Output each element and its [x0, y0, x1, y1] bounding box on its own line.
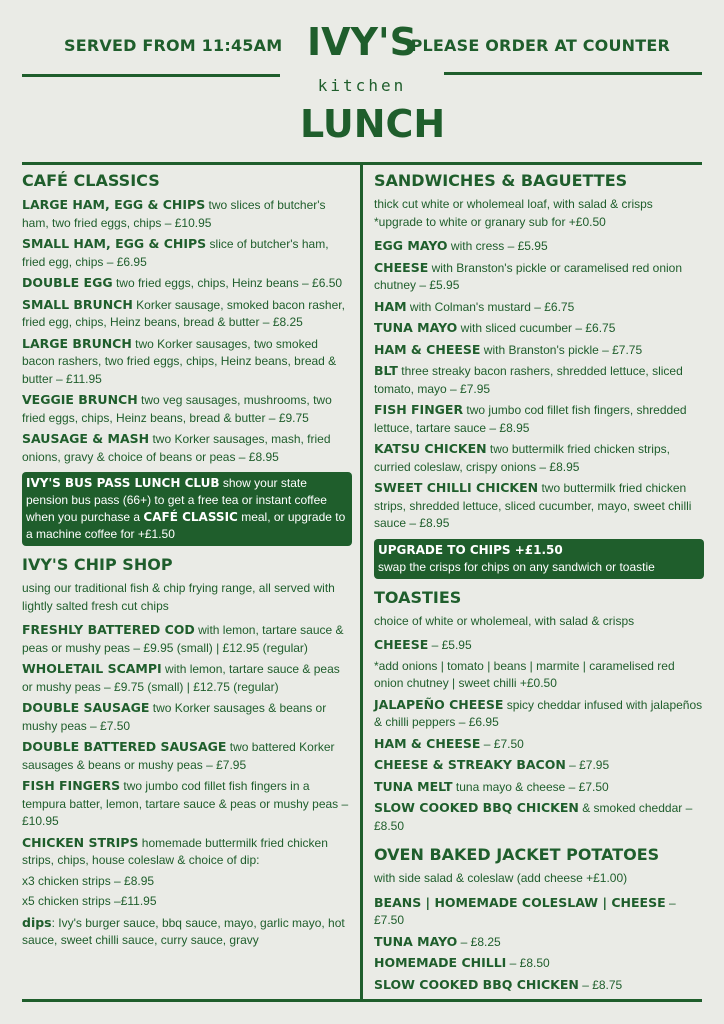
menu-item	[374, 735, 704, 754]
item-name: DOUBLE EGG	[22, 275, 113, 290]
menu-item	[374, 954, 704, 973]
item-name: CHEESE & STREAKY BACON	[374, 757, 566, 772]
item-desc: with lemon, tartare sauce & peas or mushy peas – £9.95 (small) | £12.95 (regular)	[22, 623, 344, 655]
item-name: CHEESE	[374, 637, 429, 652]
menu-item	[374, 341, 704, 360]
item-desc: two jumbo cod fillet fish fingers in a tempura batter, lemon, tartare sauce & peas or mushy peas – £10.95	[22, 779, 349, 828]
item-desc: & smoked cheddar – £8.50	[374, 801, 693, 833]
section-title-cafe-classics: CAFÉ CLASSICS	[22, 171, 160, 190]
section-title-chip-shop: IVY'S CHIP SHOP	[22, 555, 173, 574]
section-subtitle: thick cut white or wholemeal loaf, with salad & crisps	[374, 197, 653, 211]
frame-bottom-rule	[22, 999, 702, 1002]
item-name: BEANS | HOMEMADE COLESLAW | CHEESE	[374, 894, 666, 910]
item-desc: tuna mayo & cheese – £7.50	[452, 779, 609, 794]
menu-item	[374, 799, 704, 835]
menu-item	[374, 756, 704, 775]
menu-item	[22, 391, 352, 427]
menu-item	[374, 894, 704, 930]
item-desc: – £7.50	[480, 736, 524, 751]
item-name: SMALL HAM, EGG & CHIPS	[22, 236, 207, 251]
item-name: HAM & CHEESE	[374, 735, 481, 751]
dips-list	[22, 914, 352, 950]
menu-item	[22, 834, 352, 870]
menu-item	[374, 636, 704, 655]
menu-item	[374, 401, 704, 437]
menu-item	[22, 660, 352, 696]
item-desc: – £8.25	[457, 934, 501, 949]
item-name: FRESHLY BATTERED COD	[22, 622, 195, 637]
item-desc: two veg sausages, mushrooms, two fried eggs, chips, Heinz beans, bread & butter – £9.75	[22, 393, 332, 425]
item-desc: with Colman's mustard – £6.75	[406, 299, 575, 314]
menu-item	[374, 259, 704, 295]
item-desc: two Korker sausages & beans or mushy peas – £7.50	[22, 701, 327, 733]
section-subtitle: with side salad & coleslaw (add cheese +£1.00)	[374, 871, 628, 885]
menu-item	[374, 440, 704, 476]
item-name: KATSU CHICKEN	[374, 441, 487, 456]
item-desc: with cress – £5.95	[447, 239, 548, 253]
item-name: CHICKEN STRIPS	[22, 834, 139, 850]
menu-item	[22, 621, 352, 657]
menu-item	[22, 196, 352, 232]
item-name: SWEET CHILLI CHICKEN	[374, 480, 539, 495]
item-desc: two Korker sausages, mash, fried onions, gravy & choice of beans or peas – £8.95	[22, 432, 331, 464]
dips-label: dips	[22, 914, 52, 930]
bus-pass-promo	[22, 472, 352, 546]
menu-item	[22, 274, 352, 293]
menu-item	[22, 335, 352, 389]
brand-name: IVY'S	[306, 20, 418, 64]
item-desc: with lemon, tartare sauce & peas or mushy peas – £9.75 (small) | £12.75 (regular)	[22, 662, 340, 694]
chicken-strips-option-3: x3 chicken strips – £8.95	[22, 873, 155, 888]
item-desc: – £7.95	[565, 758, 610, 772]
item-desc: two buttermilk fried chicken strips, shredded lettuce, sliced cucumber, mayo, sweet chilli sauce – £8.95	[374, 481, 692, 530]
menu-item	[374, 778, 704, 797]
item-desc: two fried eggs, chips, Heinz beans – £6.50	[112, 276, 343, 290]
item-name: TUNA MAYO	[374, 320, 458, 335]
menu-item	[374, 319, 704, 338]
item-name: FISH FINGER	[374, 402, 464, 417]
promo-text: show your state pension bus pass (66+) to get a free tea or instant coffee when you purchase a	[26, 476, 327, 524]
item-name: LARGE HAM, EGG & CHIPS	[22, 197, 206, 212]
promo-title: UPGRADE TO CHIPS +£1.50	[378, 542, 563, 557]
menu-item	[22, 235, 352, 271]
item-desc: three streaky bacon rashers, shredded lettuce, sliced tomato, mayo – £7.95	[374, 364, 683, 396]
header-rule-left	[22, 74, 280, 77]
section-title-jacket-potatoes: OVEN BAKED JACKET POTATOES	[374, 845, 660, 864]
item-desc: – £8.50	[506, 956, 550, 970]
item-desc: Korker sausage, smoked bacon rasher, fried egg, chips, Heinz beans, bread & butter – £8.25	[22, 297, 345, 329]
item-name: HAM	[374, 298, 407, 314]
item-name: SLOW COOKED BBQ CHICKEN	[374, 800, 579, 815]
item-desc: – £5.95	[428, 638, 472, 652]
promo-text: swap the crisps for chips on any sandwich or toastie	[378, 559, 655, 574]
menu-header	[0, 0, 724, 160]
item-desc: two battered Korker sausages & beans or mushy peas – £7.95	[22, 740, 335, 772]
served-time: SERVED FROM 11:45AM	[64, 36, 283, 55]
dips-text: : Ivy's burger sauce, bbq sauce, mayo, garlic mayo, hot sauce, sweet chilli sauce, curry sauce, gravy	[22, 915, 345, 947]
item-desc: two Korker sausages, two smoked bacon rashers, two fried eggs, chips, Heinz beans, bread & butter – £11.95	[22, 336, 337, 386]
item-desc: two jumbo cod fillet fish fingers, shredded lettuce, tartare sauce – £8.95	[374, 403, 687, 435]
item-desc: spicy cheddar infused with jalapeños & chilli peppers – £6.95	[374, 697, 703, 729]
item-desc: with Branston's pickle or caramelised red onion chutney – £5.95	[374, 260, 683, 292]
page-title: LUNCH	[300, 102, 446, 146]
menu-item	[374, 976, 704, 995]
column-divider	[360, 162, 363, 1002]
item-name: BLT	[374, 363, 398, 378]
item-name: WHOLETAIL SCAMPI	[22, 661, 162, 676]
item-desc: two buttermilk fried chicken strips, curried coleslaw, crispy onions – £8.95	[374, 442, 670, 474]
menu-item	[22, 296, 352, 332]
menu-item	[22, 777, 352, 831]
item-name: TUNA MAYO	[374, 933, 458, 949]
add-ons-note: *add onions | tomato | beans | marmite | caramelised red onion chutney | sweet chilli +£0.50	[374, 658, 675, 690]
section-subtitle-upgrade: *upgrade to white or granary sub for +£0.50	[374, 214, 606, 229]
item-name: HAM & CHEESE	[374, 341, 481, 357]
item-name: VEGGIE BRUNCH	[22, 392, 138, 407]
item-name: DOUBLE SAUSAGE	[22, 700, 150, 715]
promo-text-end: meal, or upgrade to a machine coffee for +£1.50	[26, 510, 346, 541]
item-name: FISH FINGERS	[22, 778, 121, 793]
menu-item	[374, 237, 704, 256]
header-rule-right	[444, 72, 702, 75]
chicken-strips-option-5: x5 chicken strips –£11.95	[22, 894, 157, 908]
item-name: SLOW COOKED BBQ CHICKEN	[374, 976, 579, 992]
promo-name: IVY'S BUS PASS LUNCH CLUB	[26, 476, 220, 490]
item-desc: with sliced cucumber – £6.75	[457, 321, 616, 335]
menu-item	[22, 738, 352, 774]
item-name: TUNA MELT	[374, 778, 453, 794]
item-name: JALAPEÑO CHEESE	[374, 696, 504, 712]
brand-subname: kitchen	[317, 76, 407, 95]
section-title-toasties: TOASTIES	[374, 587, 462, 607]
menu-item	[374, 362, 704, 398]
item-desc: two slices of butcher's ham, two fried eggs, chips – £10.95	[22, 198, 326, 230]
item-name: SAUSAGE & MASH	[22, 431, 150, 446]
menu-item	[374, 298, 704, 317]
section-title-sandwiches: SANDWICHES & BAGUETTES	[374, 171, 628, 190]
promo-highlight: CAFÉ CLASSIC	[143, 510, 238, 524]
item-desc: with Branston's pickle – £7.75	[480, 342, 643, 357]
item-desc: – £8.75	[578, 977, 623, 992]
menu-item	[374, 479, 704, 533]
item-name: DOUBLE BATTERED SAUSAGE	[22, 739, 227, 754]
item-name: LARGE BRUNCH	[22, 335, 132, 351]
item-desc: slice of butcher's ham, fried egg, chips – £6.95	[22, 237, 329, 269]
section-subtitle: using our traditional fish & chip frying range, all served with lightly salted fresh cut chips	[22, 581, 335, 613]
item-name: HOMEMADE CHILLI	[374, 955, 507, 970]
item-name: EGG MAYO	[374, 238, 448, 253]
item-name: SMALL BRUNCH	[22, 296, 133, 312]
menu-item	[22, 699, 352, 735]
item-desc: homemade buttermilk fried chicken strips, chips, house coleslaw & choice of dip:	[22, 835, 328, 867]
menu-item	[374, 696, 704, 732]
section-subtitle: choice of white or wholemeal, with salad & crisps	[374, 613, 635, 628]
order-note: PLEASE ORDER AT COUNTER	[410, 36, 670, 55]
item-desc: – £7.50	[374, 895, 676, 927]
menu-item	[374, 933, 704, 952]
upgrade-chips-promo	[374, 539, 704, 579]
menu-item	[22, 430, 352, 466]
item-name: CHEESE	[374, 259, 429, 275]
left-column	[22, 170, 352, 953]
right-column	[374, 170, 704, 997]
